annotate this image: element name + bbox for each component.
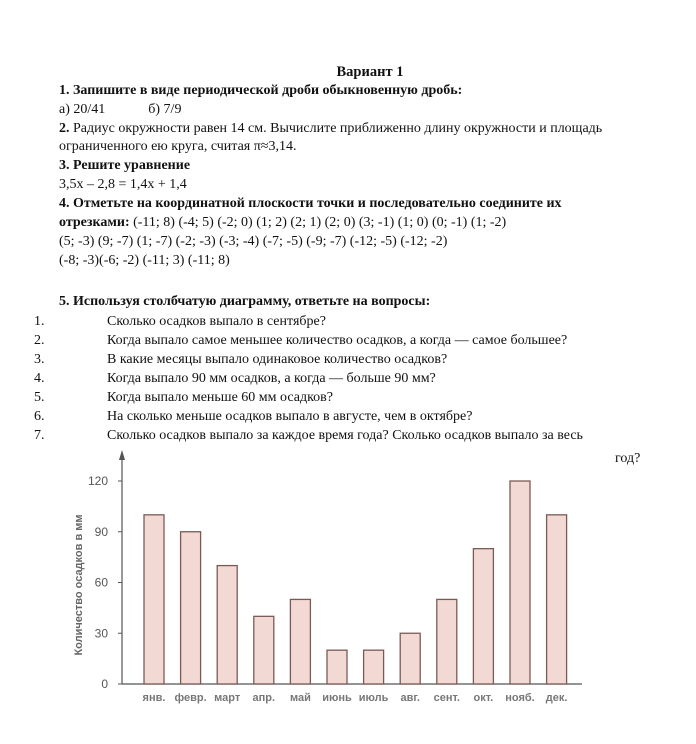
y-tick-label: 60	[94, 575, 108, 590]
task4-heading: 4. Отметьте на координатной плоскости точки и последовательно соедините их	[59, 196, 562, 211]
x-tick-label: сент.	[433, 692, 460, 704]
x-tick-label: авг.	[400, 692, 420, 704]
question-text: Когда выпало 90 мм осадков, а когда — больше 90 мм?	[107, 371, 436, 386]
question-number: 1.	[34, 314, 45, 329]
bar	[364, 650, 384, 684]
bar	[437, 599, 457, 684]
y-tick-label: 120	[87, 474, 108, 488]
task1-options	[59, 101, 181, 119]
bar	[327, 650, 347, 684]
question-number: 7.	[34, 428, 45, 443]
task1-option-b: б) 7/9	[148, 102, 182, 117]
question-text: В какие месяцы выпало одинаковое количество осадков?	[107, 352, 448, 367]
question-number: 4.	[34, 371, 45, 386]
y-axis-arrow	[119, 450, 125, 460]
task3-heading: 3. Решите уравнение	[59, 158, 191, 173]
bar	[254, 616, 274, 684]
y-tick-label: 0	[101, 677, 108, 691]
y-tick-label: 30	[94, 626, 108, 641]
bar	[510, 481, 530, 684]
question-text: Сколько осадков выпало в сентябре?	[107, 314, 326, 329]
x-tick-label: июнь	[322, 692, 352, 704]
bar	[290, 599, 310, 684]
question-text: На сколько меньше осадков выпало в августе, чем в октябре?	[107, 409, 473, 424]
task4-points-line1	[59, 214, 506, 232]
question-number: 3.	[34, 352, 45, 367]
question-number: 6.	[34, 409, 45, 424]
task2-number: 2.	[59, 121, 70, 136]
bar	[547, 515, 567, 684]
task4-points1: (-11; 8) (-4; 5) (-2; 0) (1; 2) (2; 1) (2; 0) (3; -1) (1; 0) (0; -1) (1; -2)	[133, 215, 507, 230]
task2-line2: ограниченного ею круга, считая π≈3,14.	[59, 139, 297, 154]
task5-heading: 5. Используя столбчатую диаграмму, ответьте на вопросы:	[59, 294, 431, 309]
x-tick-label: янв.	[142, 692, 166, 704]
x-tick-label: май	[289, 692, 311, 704]
task1-heading: 1. Запишите в виде периодической дроби обыкновенную дробь:	[59, 83, 463, 98]
question-text: Сколько осадков выпало за каждое время года? Сколько осадков выпало за весь	[107, 428, 583, 443]
task4-heading-cont: отрезками:	[59, 215, 130, 230]
task4-points2: (5; -3) (9; -7) (1; -7) (-2; -3) (-3; -4) (-7; -5) (-9; -7) (-12; -5) (-12; -2)	[59, 234, 448, 249]
bar	[217, 566, 237, 684]
question-text: Когда выпало самое меньшее количество осадков, а когда — самое большее?	[107, 333, 568, 348]
question-number: 2.	[34, 333, 45, 348]
y-tick-label: 90	[94, 524, 108, 539]
x-tick-label: июль	[358, 692, 389, 704]
task4-points3: (-8; -3)(-6; -2) (-11; 3) (-11; 8)	[59, 253, 230, 268]
task2-text1: Радиус окружности равен 14 см. Вычислите приближенно длину окружности и площадь	[73, 121, 603, 136]
x-tick-label: окт.	[473, 692, 494, 704]
bar	[181, 532, 201, 684]
page-title: Вариант 1	[336, 64, 404, 80]
task3-equation: 3,5x – 2,8 = 1,4x + 1,4	[59, 177, 187, 192]
x-tick-label: апр.	[252, 692, 276, 704]
x-tick-label: нояб.	[505, 692, 535, 704]
bar	[400, 633, 420, 684]
question-number: 5.	[34, 390, 45, 405]
task2-line1	[59, 120, 602, 138]
x-tick-label: март	[214, 692, 241, 704]
precipitation-bar-chart	[0, 440, 696, 740]
question-text: Когда выпало меньше 60 мм осадков?	[107, 390, 334, 405]
bar	[144, 515, 164, 684]
question-text-continued: год?	[615, 451, 641, 466]
y-axis-label: Количество осадков в мм	[73, 514, 85, 656]
bar	[473, 549, 493, 684]
x-tick-label: февр.	[174, 692, 207, 704]
x-tick-label: дек.	[545, 692, 568, 704]
task1-option-a: а) 20/41	[59, 102, 106, 117]
